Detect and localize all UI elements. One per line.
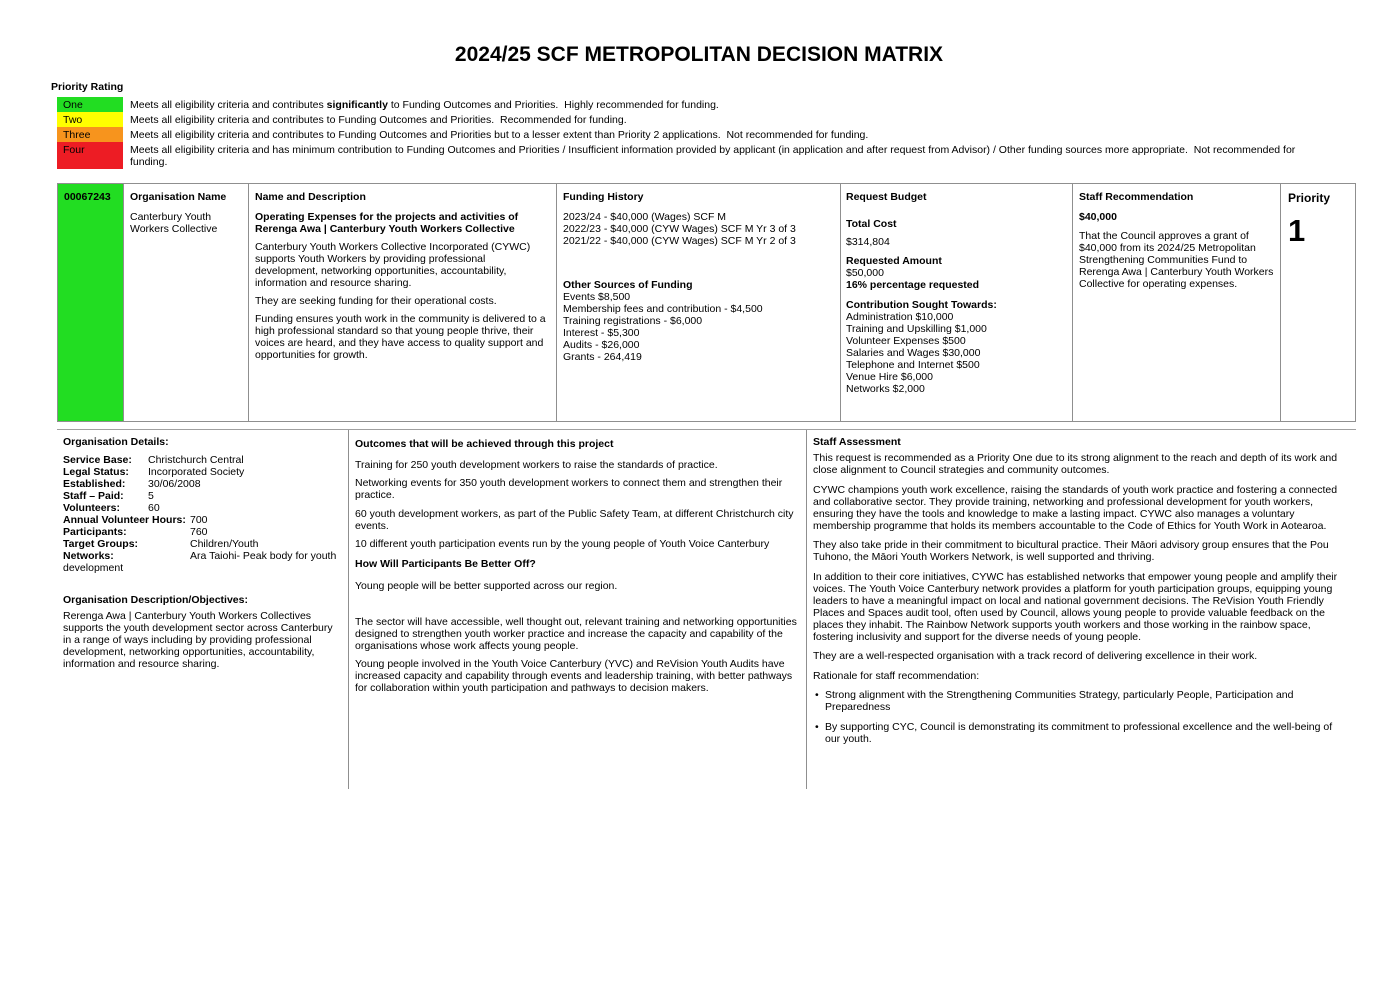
project-paragraph: They are seeking funding for their operational costs. — [255, 295, 497, 307]
application-id-cell — [58, 184, 124, 421]
contribution-item: Telephone and Internet $500 — [846, 359, 980, 371]
priority-level-description — [123, 97, 1313, 112]
priority-heading: Priority — [1288, 191, 1331, 205]
staff-assessment-column — [807, 430, 1356, 789]
detail-row — [63, 538, 342, 550]
request-budget-heading: Request Budget — [846, 191, 927, 203]
contribution-item: Administration $10,000 — [846, 311, 954, 323]
rationale-item — [813, 721, 1346, 745]
priority-rating-legend — [57, 97, 1313, 169]
better-off-item: The sector will have accessible, well thought out, relevant training and networking opportunities designed to strengthen youth worker practice and increase the capacity and capability of the organisations whose work affects young people. — [355, 616, 797, 652]
priority-level-one: One — [57, 97, 123, 112]
contribution-item: Networks $2,000 — [846, 383, 925, 395]
assessment-paragraph: CYWC champions youth work excellence, raising the standards of youth work practice and fostering a connected and collaborative sector. They provide training, networking and professional development for youth workers, ensuring they have the tools and knowledge to make a lasting impact. CYWC also manages a voluntary membership programme that holds its members accountable to the Code of Ethics for Youth Work in Aotearoa. — [813, 483, 1338, 532]
detail-row — [63, 550, 342, 574]
other-funding-entry: Membership fees and contribution - $4,500 — [563, 303, 763, 315]
bullet-icon: • — [815, 689, 819, 701]
detail-value: 760 — [190, 526, 208, 538]
request-budget-cell — [841, 184, 1073, 421]
priority-rating-label: Priority Rating — [51, 81, 124, 93]
rationale-list — [813, 689, 1346, 745]
contribution-item: Venue Hire $6,000 — [846, 371, 933, 383]
other-funding-entry: Events $8,500 — [563, 291, 631, 303]
detail-row — [63, 526, 342, 538]
priority-level-description: Meets all eligibility criteria and contributes to Funding Outcomes and Priorities. Recommended for funding. — [130, 113, 627, 126]
funding-history-entry: 2023/24 - $40,000 (Wages) SCF M — [563, 211, 727, 223]
better-off-item: Young people will be better supported across our region. — [355, 580, 618, 592]
organisation-details-list — [63, 454, 342, 574]
detail-row — [63, 454, 342, 466]
detail-value: Incorporated Society — [148, 466, 245, 478]
funding-history-entry: 2021/22 - $40,000 (CYW Wages) SCF M Yr 2 of 3 — [563, 235, 796, 247]
detail-label: Annual Volunteer Hours: — [63, 514, 186, 526]
assessment-paragraph: They are a well-respected organisation with a track record of delivering excellence in their work. — [813, 650, 1258, 662]
staff-recommendation-cell — [1073, 184, 1281, 421]
other-funding-entry: Interest - $5,300 — [563, 327, 640, 339]
detail-row — [63, 502, 342, 514]
name-description-heading: Name and Description — [255, 191, 366, 203]
outcome-item: Training for 250 youth development workers to raise the standards of practice. — [355, 459, 718, 471]
other-funding-entry: Training registrations - $6,000 — [563, 315, 703, 327]
recommendation-text: That the Council approves a grant of $40,000 from its 2024/25 Metropolitan Strengthening Communities Fund to Rerenga Awa | Canterbury Youth Workers Collective for operating expenses. — [1079, 230, 1274, 290]
outcome-item: 10 different youth participation events run by the young people of Youth Voice Canterbury — [355, 538, 770, 550]
staff-assessment-heading: Staff Assessment — [813, 436, 901, 448]
outcome-item: 60 youth development workers, as part of the Public Safety Team, at different Christchurch city events. — [355, 508, 794, 532]
priority-level-row — [57, 112, 1313, 127]
contribution-item: Salaries and Wages $30,000 — [846, 347, 981, 359]
project-title: Operating Expenses for the projects and activities of Rerenga Awa | Canterbury Youth Workers Collective — [255, 211, 519, 235]
detail-value: Children/Youth — [190, 538, 259, 550]
total-cost-value: $314,804 — [846, 236, 890, 248]
assessment-paragraph: They also take pride in their commitment to bicultural practice. Their Māori advisory group ensures that the Pou Tuhono, the Māori Youth Workers Network, is well supported and thriving. — [813, 539, 1329, 563]
detail-label: Service Base: — [63, 454, 132, 466]
priority-cell — [1281, 184, 1355, 421]
requested-amount-label: Requested Amount — [846, 255, 942, 267]
organisation-name-heading: Organisation Name — [130, 191, 227, 203]
outcomes-heading: Outcomes that will be achieved through this project — [355, 438, 614, 450]
description-text: Meets all eligibility criteria and contributes — [130, 98, 327, 111]
organisation-name: Canterbury Youth Workers Collective — [130, 211, 218, 235]
detail-label: Participants: — [63, 526, 127, 538]
priority-level-four: Four — [57, 142, 123, 169]
organisation-details-heading: Organisation Details: — [63, 436, 169, 448]
page-title: 2024/25 SCF METROPOLITAN DECISION MATRIX — [454, 43, 944, 66]
description-text: to Funding Outcomes and Priorities. Highly recommended for funding. — [387, 98, 719, 111]
priority-level-row — [57, 127, 1313, 142]
priority-value: 1 — [1288, 213, 1306, 248]
other-funding-heading: Other Sources of Funding — [563, 279, 693, 291]
detail-label: Staff – Paid: — [63, 490, 124, 502]
bullet-icon: • — [815, 720, 819, 733]
contribution-item: Training and Upskilling $1,000 — [846, 323, 987, 335]
requested-percentage: 16% percentage requested — [846, 279, 980, 291]
application-details-section — [57, 429, 1356, 789]
contribution-item: Volunteer Expenses $500 — [846, 335, 966, 347]
application-id: 00067243 — [64, 191, 111, 203]
detail-row — [63, 478, 342, 490]
organisation-description: Rerenga Awa | Canterbury Youth Workers Collectives supports the youth development sector across Canterbury in a range of ways including by providing professional development, networking opportunities, accountability, information and resource sharing. — [63, 610, 333, 670]
detail-value: 60 — [148, 502, 160, 514]
name-description-cell — [249, 184, 557, 421]
funding-history-list — [563, 211, 834, 247]
organisation-name-cell — [124, 184, 249, 421]
staff-recommendation-heading: Staff Recommendation — [1079, 191, 1194, 203]
assessment-paragraph: In addition to their core initiatives, CYWC has established networks that empower young people and amplify their voices. The Youth Voice Canterbury network provides a platform for youth participation groups, equipping young leaders to have a meaningful impact on local and national government decisions. The ReVision Youth Friendly Places and Spaces audit tool, often used by Council, allows young people to provide valuable feedback on the places they inhabit. The Rainbow Network supports youth workers and those working in the rainbow space, fostering inclusivity and support for the diverse needs of young people. — [813, 570, 1338, 643]
rationale-text: Strong alignment with the Strengthening Communities Strategy, particularly People, Participation and Preparedness — [825, 689, 1294, 713]
detail-value: Ara Taiohi- Peak body for youth development — [63, 550, 337, 574]
rationale-item — [813, 689, 1346, 713]
description-emphasis: significantly — [326, 98, 388, 111]
requested-amount-value: $50,000 — [846, 267, 884, 279]
detail-value: 5 — [148, 490, 154, 502]
outcomes-column — [349, 430, 807, 789]
funding-history-entry: 2022/23 - $40,000 (CYW Wages) SCF M Yr 3 of 3 — [563, 223, 796, 235]
priority-level-two: Two — [57, 112, 123, 127]
detail-value: 30/06/2008 — [148, 478, 201, 490]
organisation-description-heading: Organisation Description/Objectives: — [63, 594, 248, 606]
detail-row — [63, 466, 342, 478]
priority-level-three: Three — [57, 127, 123, 142]
detail-row — [63, 514, 342, 526]
priority-level-row — [57, 97, 1313, 112]
other-funding-list — [563, 291, 834, 363]
priority-level-description: Meets all eligibility criteria and contributes to Funding Outcomes and Priorities but to a lesser extent than Priority 2 applications. Not recommended for funding. — [130, 128, 869, 141]
detail-row — [63, 490, 342, 502]
outcome-item: Networking events for 350 youth development workers to connect them and strengthen their practice. — [355, 477, 783, 501]
detail-label: Legal Status: — [63, 466, 129, 478]
contribution-label: Contribution Sought Towards: — [846, 299, 997, 311]
total-cost-label: Total Cost — [846, 218, 897, 230]
better-off-heading: How Will Participants Be Better Off? — [355, 558, 536, 570]
detail-label: Target Groups: — [63, 538, 139, 550]
assessment-paragraph: This request is recommended as a Priority One due to its strong alignment to the reach and depth of its work and close alignment to Council strategies and community outcomes. — [813, 452, 1338, 476]
detail-label: Networks: — [63, 550, 114, 562]
detail-value: 700 — [190, 514, 208, 526]
other-funding-entry: Audits - $26,000 — [563, 339, 640, 351]
priority-level-row — [57, 142, 1313, 169]
funding-history-cell — [557, 184, 841, 421]
project-paragraph: Funding ensures youth work in the community is delivered to a high professional standard so that young people thrive, their voices are heard, and they have access to quality support and opportunities for growth. — [255, 313, 546, 361]
project-paragraph: Canterbury Youth Workers Collective Incorporated (CYWC) supports Youth Workers by providing professional development, networking opportunities, accountability, information and resource sharing. — [255, 241, 531, 289]
better-off-item: Young people involved in the Youth Voice Canterbury (YVC) and ReVision Youth Audits have increased capacity and capability through events and leadership training, with better pathways for collaboration within youth participation and pathways to decision makers. — [355, 658, 793, 694]
funding-history-heading: Funding History — [563, 191, 644, 203]
other-funding-entry: Grants - 264,419 — [563, 351, 642, 363]
priority-level-description: Meets all eligibility criteria and has minimum contribution to Funding Outcomes and Priorities / Insufficient information provided by applicant (in application and after request from Advisor) / Other funding sources more appropriate. Not recommended for funding. — [130, 143, 1299, 168]
detail-value: Christchurch Central — [148, 454, 244, 466]
application-summary-table — [57, 183, 1356, 422]
organisation-details-column — [57, 430, 349, 789]
rationale-text: By supporting CYC, Council is demonstrating its commitment to professional excellence and the well-being of our youth. — [825, 720, 1333, 745]
recommended-amount: $40,000 — [1079, 211, 1117, 223]
detail-label: Established: — [63, 478, 126, 490]
contribution-list — [846, 311, 1066, 395]
rationale-label: Rationale for staff recommendation: — [813, 669, 980, 682]
detail-label: Volunteers: — [63, 502, 120, 514]
